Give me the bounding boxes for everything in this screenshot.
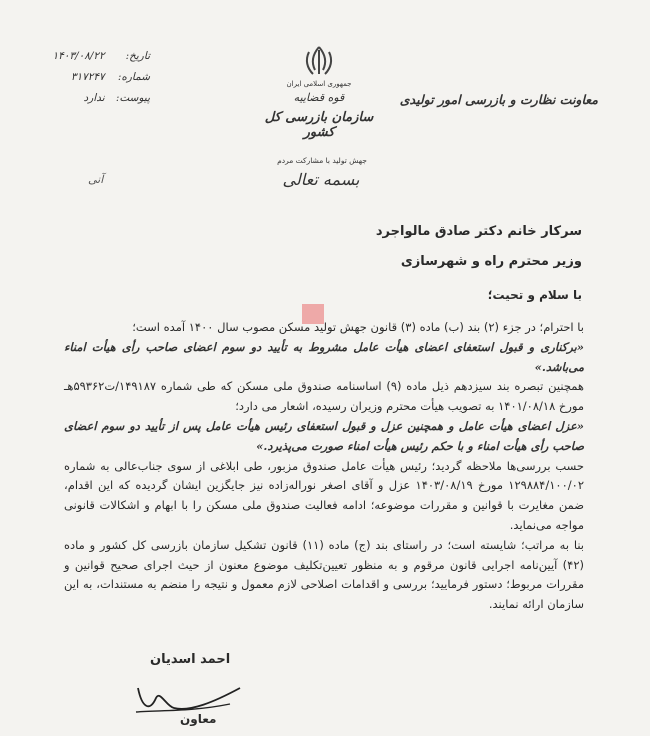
signatory-title: معاون xyxy=(180,712,217,726)
besmeh: بسمه تعالی xyxy=(282,170,360,189)
letter-body xyxy=(64,318,584,615)
red-stamp-mark xyxy=(302,304,324,324)
org-line-3: سازمان بازرسی کل کشور xyxy=(264,110,374,140)
signatory-name: احمد اسدیان xyxy=(150,652,231,667)
motto: جهش تولید با مشارکت مردم xyxy=(277,156,367,165)
quote-1: «برکناری و قبول استعفای اعضای هیأت عامل مشروط به تأیید دو سوم اعضای صاحب رأی هیأت امناء می‌باشد.» xyxy=(64,339,584,374)
recipient-name: سرکار خانم دکتر صادق مالواجرد xyxy=(375,224,582,239)
org-line-1: جمهوری اسلامی ایران xyxy=(286,80,352,88)
org-header xyxy=(248,80,390,140)
date-label: تاریخ: xyxy=(125,50,150,62)
date-row xyxy=(40,48,150,64)
number-label: شماره: xyxy=(117,71,150,83)
letter-meta xyxy=(40,48,150,106)
paragraph-4: بنا به مراتب؛ شایسته است؛ در راستای بند (ج) ماده (۱۱) قانون تشکیل سازمان بازرسی کل کشور و ماده (۴۲) آیین‌نامه اجرایی قانون مرقوم و به منظور تعیین‌تکلیف موضوع معنون از حیث اجرای صحیح قوانین و مقررات مربوط؛ دستور فرمایید؛ بررسی و اقدامات اصلاحی لازم معمول و نتیجه را منضم به مستندات، به این سازمان ارائه نمایند. xyxy=(64,537,584,612)
date-value: ۱۴۰۳/۰۸/۲۲ xyxy=(52,50,105,62)
paragraph-2: همچنین تبصره بند سیزدهم ذیل ماده (۹) اساسنامه صندوق ملی مسکن که طی شماره ۱۴۹۱۸۷/ت۵۹۳۶۲هـ مورخ ۱۴۰۱/۰۸/۱۸ به تصویب هیأت محترم وزیران رسیده، اشعار می دارد؛ xyxy=(64,379,584,414)
number-value: ۳۱۷۲۴۷ xyxy=(70,71,105,83)
org-line-2: قوه قضاییه xyxy=(293,91,345,104)
number-row xyxy=(40,69,150,85)
iran-emblem-icon xyxy=(297,44,341,78)
attachment-row xyxy=(40,90,150,106)
recipient-title: وزیر محترم راه و شهرسازی xyxy=(400,254,582,269)
urgency-note: آنی xyxy=(88,173,104,186)
greeting: با سلام و تحیت؛ xyxy=(487,288,582,302)
paragraph-3: حسب بررسی‌ها ملاحظه گردید؛ رئیس هیأت عامل صندوق مزبور، طی ابلاغی از سوی جناب‌عالی به شماره ۱۲۹۸۸۴/۱۰۰/۰۲ مورخ ۱۴۰۳/۰۸/۱۹ عزل و آقای اصغر نوراله‌زاده نیز جایگزین ایشان گردیده که این اقدام، ضمن مغایرت با قوانین و مقررات موضوعه؛ ادامه فعالیت صندوق ملی مسکن را با ابهام و اشکالات قانونی مواجه می‌نماید. xyxy=(64,458,584,532)
attachment-value: ندارد xyxy=(83,92,105,104)
department-title: معاونت نظارت و بازرسی امور تولیدی xyxy=(399,92,598,107)
paragraph-1: با احترام؛ در جزء (۲) بند (ب) ماده (۳) قانون جهش تولید مسکن مصوب سال ۱۴۰۰ آمده است؛ xyxy=(132,320,584,334)
quote-2: «عزل اعضای هیأت عامل و همچنین عزل و قبول استعفای رئیس هیأت عامل پس از تأیید دو سوم اعضای صاحب رأی هیأت امناء و با حکم رئیس هیأت امناء صورت می‌پذیرد.» xyxy=(64,418,584,453)
attachment-label: پیوست: xyxy=(115,92,150,104)
